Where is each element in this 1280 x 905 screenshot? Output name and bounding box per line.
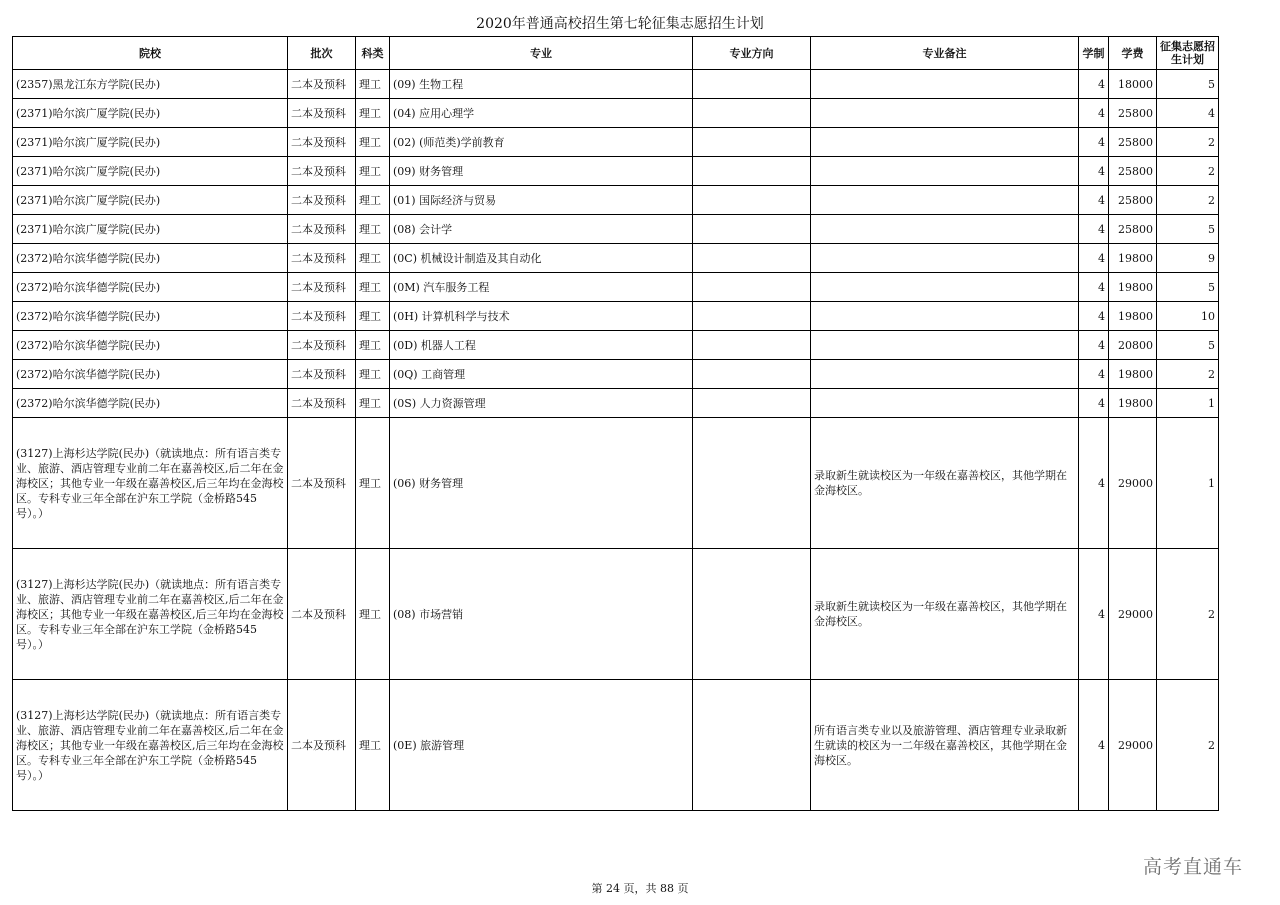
cell-direction xyxy=(693,418,811,549)
cell-school: (2372)哈尔滨华德学院(民办) xyxy=(13,360,288,389)
cell-school: (2371)哈尔滨广厦学院(民办) xyxy=(13,128,288,157)
cell-plan: 1 xyxy=(1157,389,1219,418)
cell-major: (0E) 旅游管理 xyxy=(390,680,693,811)
cell-category: 理工 xyxy=(356,186,390,215)
cell-school: (2372)哈尔滨华德学院(民办) xyxy=(13,302,288,331)
cell-batch: 二本及预科 xyxy=(288,215,356,244)
cell-fee: 29000 xyxy=(1109,418,1157,549)
cell-years: 4 xyxy=(1079,389,1109,418)
table-row xyxy=(13,680,1219,811)
cell-note xyxy=(811,302,1079,331)
cell-plan: 2 xyxy=(1157,128,1219,157)
watermark-logo: 高考直通车 xyxy=(1143,856,1244,878)
cell-direction xyxy=(693,680,811,811)
cell-category: 理工 xyxy=(356,215,390,244)
column-header-batch: 批次 xyxy=(288,37,356,70)
column-header-major: 专业 xyxy=(390,37,693,70)
cell-fee: 25800 xyxy=(1109,215,1157,244)
column-header-plan: 征集志愿招生计划 xyxy=(1157,37,1219,70)
cell-major: (0S) 人力资源管理 xyxy=(390,389,693,418)
cell-major: (02) (师范类)学前教育 xyxy=(390,128,693,157)
cell-fee: 25800 xyxy=(1109,186,1157,215)
cell-years: 4 xyxy=(1079,128,1109,157)
cell-category: 理工 xyxy=(356,302,390,331)
cell-batch: 二本及预科 xyxy=(288,331,356,360)
cell-fee: 19800 xyxy=(1109,302,1157,331)
column-header-category: 科类 xyxy=(356,37,390,70)
cell-plan: 9 xyxy=(1157,244,1219,273)
cell-note xyxy=(811,389,1079,418)
cell-school: (2371)哈尔滨广厦学院(民办) xyxy=(13,157,288,186)
table-row xyxy=(13,99,1219,128)
table-row xyxy=(13,215,1219,244)
cell-note xyxy=(811,215,1079,244)
cell-category: 理工 xyxy=(356,273,390,302)
cell-plan: 2 xyxy=(1157,360,1219,389)
cell-major: (09) 生物工程 xyxy=(390,70,693,99)
column-header-years: 学制 xyxy=(1079,37,1109,70)
cell-school: (2371)哈尔滨广厦学院(民办) xyxy=(13,99,288,128)
cell-category: 理工 xyxy=(356,70,390,99)
cell-plan: 4 xyxy=(1157,99,1219,128)
cell-direction xyxy=(693,244,811,273)
cell-fee: 19800 xyxy=(1109,273,1157,302)
cell-years: 4 xyxy=(1079,302,1109,331)
cell-direction xyxy=(693,389,811,418)
cell-years: 4 xyxy=(1079,186,1109,215)
cell-years: 4 xyxy=(1079,680,1109,811)
cell-school: (2371)哈尔滨广厦学院(民办) xyxy=(13,186,288,215)
cell-batch: 二本及预科 xyxy=(288,680,356,811)
cell-school: (2372)哈尔滨华德学院(民办) xyxy=(13,273,288,302)
cell-school: (2357)黑龙江东方学院(民办) xyxy=(13,70,288,99)
cell-fee: 29000 xyxy=(1109,680,1157,811)
cell-direction xyxy=(693,128,811,157)
cell-years: 4 xyxy=(1079,99,1109,128)
cell-category: 理工 xyxy=(356,549,390,680)
cell-major: (04) 应用心理学 xyxy=(390,99,693,128)
cell-note xyxy=(811,273,1079,302)
cell-major: (0H) 计算机科学与技术 xyxy=(390,302,693,331)
table-row xyxy=(13,273,1219,302)
cell-category: 理工 xyxy=(356,680,390,811)
cell-direction xyxy=(693,186,811,215)
table-row xyxy=(13,302,1219,331)
cell-fee: 25800 xyxy=(1109,99,1157,128)
cell-category: 理工 xyxy=(356,244,390,273)
cell-major: (0D) 机器人工程 xyxy=(390,331,693,360)
table-row xyxy=(13,418,1219,549)
cell-note xyxy=(811,244,1079,273)
cell-fee: 18000 xyxy=(1109,70,1157,99)
cell-note xyxy=(811,186,1079,215)
cell-batch: 二本及预科 xyxy=(288,273,356,302)
table-row xyxy=(13,244,1219,273)
cell-major: (01) 国际经济与贸易 xyxy=(390,186,693,215)
cell-direction xyxy=(693,549,811,680)
cell-plan: 2 xyxy=(1157,186,1219,215)
cell-plan: 5 xyxy=(1157,273,1219,302)
cell-batch: 二本及预科 xyxy=(288,70,356,99)
cell-major: (08) 市场营销 xyxy=(390,549,693,680)
cell-batch: 二本及预科 xyxy=(288,99,356,128)
cell-years: 4 xyxy=(1079,244,1109,273)
admission-plan-table xyxy=(12,36,1219,811)
cell-category: 理工 xyxy=(356,157,390,186)
cell-batch: 二本及预科 xyxy=(288,360,356,389)
table-row xyxy=(13,70,1219,99)
cell-fee: 25800 xyxy=(1109,128,1157,157)
page-title: 2020年普通高校招生第七轮征集志愿招生计划 xyxy=(476,16,764,32)
cell-direction xyxy=(693,273,811,302)
cell-plan: 5 xyxy=(1157,215,1219,244)
cell-plan: 2 xyxy=(1157,549,1219,680)
table-row xyxy=(13,128,1219,157)
cell-fee: 19800 xyxy=(1109,244,1157,273)
cell-plan: 1 xyxy=(1157,418,1219,549)
cell-category: 理工 xyxy=(356,360,390,389)
table-row xyxy=(13,549,1219,680)
cell-fee: 20800 xyxy=(1109,331,1157,360)
cell-direction xyxy=(693,70,811,99)
cell-school: (3127)上海杉达学院(民办)（就读地点：所有语言类专业、旅游、酒店管理专业前二年在嘉善校区,后二年在金海校区；其他专业一年级在嘉善校区,后三年均在金海校区。专科专业三年全部在沪东工学院（金桥路545号）。） xyxy=(13,680,288,811)
cell-school: (3127)上海杉达学院(民办)（就读地点：所有语言类专业、旅游、酒店管理专业前二年在嘉善校区,后二年在金海校区；其他专业一年级在嘉善校区,后三年均在金海校区。专科专业三年全部在沪东工学院（金桥路545号）。） xyxy=(13,549,288,680)
cell-direction xyxy=(693,331,811,360)
cell-note xyxy=(811,70,1079,99)
cell-batch: 二本及预科 xyxy=(288,157,356,186)
table-row xyxy=(13,331,1219,360)
cell-years: 4 xyxy=(1079,157,1109,186)
cell-years: 4 xyxy=(1079,418,1109,549)
cell-direction xyxy=(693,302,811,331)
cell-note: 所有语言类专业以及旅游管理、酒店管理专业录取新生就读的校区为一二年级在嘉善校区，其他学期在金海校区。 xyxy=(811,680,1079,811)
cell-batch: 二本及预科 xyxy=(288,186,356,215)
cell-note: 录取新生就读校区为一年级在嘉善校区，其他学期在金海校区。 xyxy=(811,418,1079,549)
cell-note: 录取新生就读校区为一年级在嘉善校区，其他学期在金海校区。 xyxy=(811,549,1079,680)
cell-major: (0M) 汽车服务工程 xyxy=(390,273,693,302)
cell-plan: 2 xyxy=(1157,680,1219,811)
cell-major: (06) 财务管理 xyxy=(390,418,693,549)
cell-school: (3127)上海杉达学院(民办)（就读地点：所有语言类专业、旅游、酒店管理专业前二年在嘉善校区,后二年在金海校区；其他专业一年级在嘉善校区,后三年均在金海校区。专科专业三年全部在沪东工学院（金桥路545号）。） xyxy=(13,418,288,549)
cell-category: 理工 xyxy=(356,99,390,128)
cell-direction xyxy=(693,360,811,389)
cell-note xyxy=(811,157,1079,186)
cell-years: 4 xyxy=(1079,70,1109,99)
cell-note xyxy=(811,99,1079,128)
cell-category: 理工 xyxy=(356,128,390,157)
cell-batch: 二本及预科 xyxy=(288,128,356,157)
cell-batch: 二本及预科 xyxy=(288,302,356,331)
cell-school: (2372)哈尔滨华德学院(民办) xyxy=(13,389,288,418)
cell-category: 理工 xyxy=(356,389,390,418)
cell-years: 4 xyxy=(1079,360,1109,389)
cell-years: 4 xyxy=(1079,215,1109,244)
cell-batch: 二本及预科 xyxy=(288,244,356,273)
cell-major: (0Q) 工商管理 xyxy=(390,360,693,389)
cell-major: (08) 会计学 xyxy=(390,215,693,244)
cell-plan: 10 xyxy=(1157,302,1219,331)
cell-school: (2371)哈尔滨广厦学院(民办) xyxy=(13,215,288,244)
column-header-note: 专业备注 xyxy=(811,37,1079,70)
cell-note xyxy=(811,331,1079,360)
cell-years: 4 xyxy=(1079,331,1109,360)
cell-fee: 19800 xyxy=(1109,360,1157,389)
cell-major: (0C) 机械设计制造及其自动化 xyxy=(390,244,693,273)
cell-category: 理工 xyxy=(356,418,390,549)
cell-plan: 5 xyxy=(1157,331,1219,360)
table-row xyxy=(13,157,1219,186)
cell-years: 4 xyxy=(1079,273,1109,302)
table-body xyxy=(13,70,1219,811)
cell-fee: 19800 xyxy=(1109,389,1157,418)
table-row xyxy=(13,186,1219,215)
column-header-direction: 专业方向 xyxy=(693,37,811,70)
cell-batch: 二本及预科 xyxy=(288,389,356,418)
cell-fee: 25800 xyxy=(1109,157,1157,186)
column-header-school: 院校 xyxy=(13,37,288,70)
page-footer: 第 24 页，共 88 页 xyxy=(591,882,689,895)
cell-plan: 2 xyxy=(1157,157,1219,186)
cell-school: (2372)哈尔滨华德学院(民办) xyxy=(13,331,288,360)
column-header-fee: 学费 xyxy=(1109,37,1157,70)
cell-school: (2372)哈尔滨华德学院(民办) xyxy=(13,244,288,273)
cell-fee: 29000 xyxy=(1109,549,1157,680)
cell-plan: 5 xyxy=(1157,70,1219,99)
cell-batch: 二本及预科 xyxy=(288,549,356,680)
cell-years: 4 xyxy=(1079,549,1109,680)
cell-note xyxy=(811,128,1079,157)
cell-batch: 二本及预科 xyxy=(288,418,356,549)
table-row xyxy=(13,389,1219,418)
cell-direction xyxy=(693,215,811,244)
cell-category: 理工 xyxy=(356,331,390,360)
table-row xyxy=(13,360,1219,389)
cell-note xyxy=(811,360,1079,389)
cell-major: (09) 财务管理 xyxy=(390,157,693,186)
cell-direction xyxy=(693,99,811,128)
cell-direction xyxy=(693,157,811,186)
table-header-row xyxy=(13,37,1219,70)
